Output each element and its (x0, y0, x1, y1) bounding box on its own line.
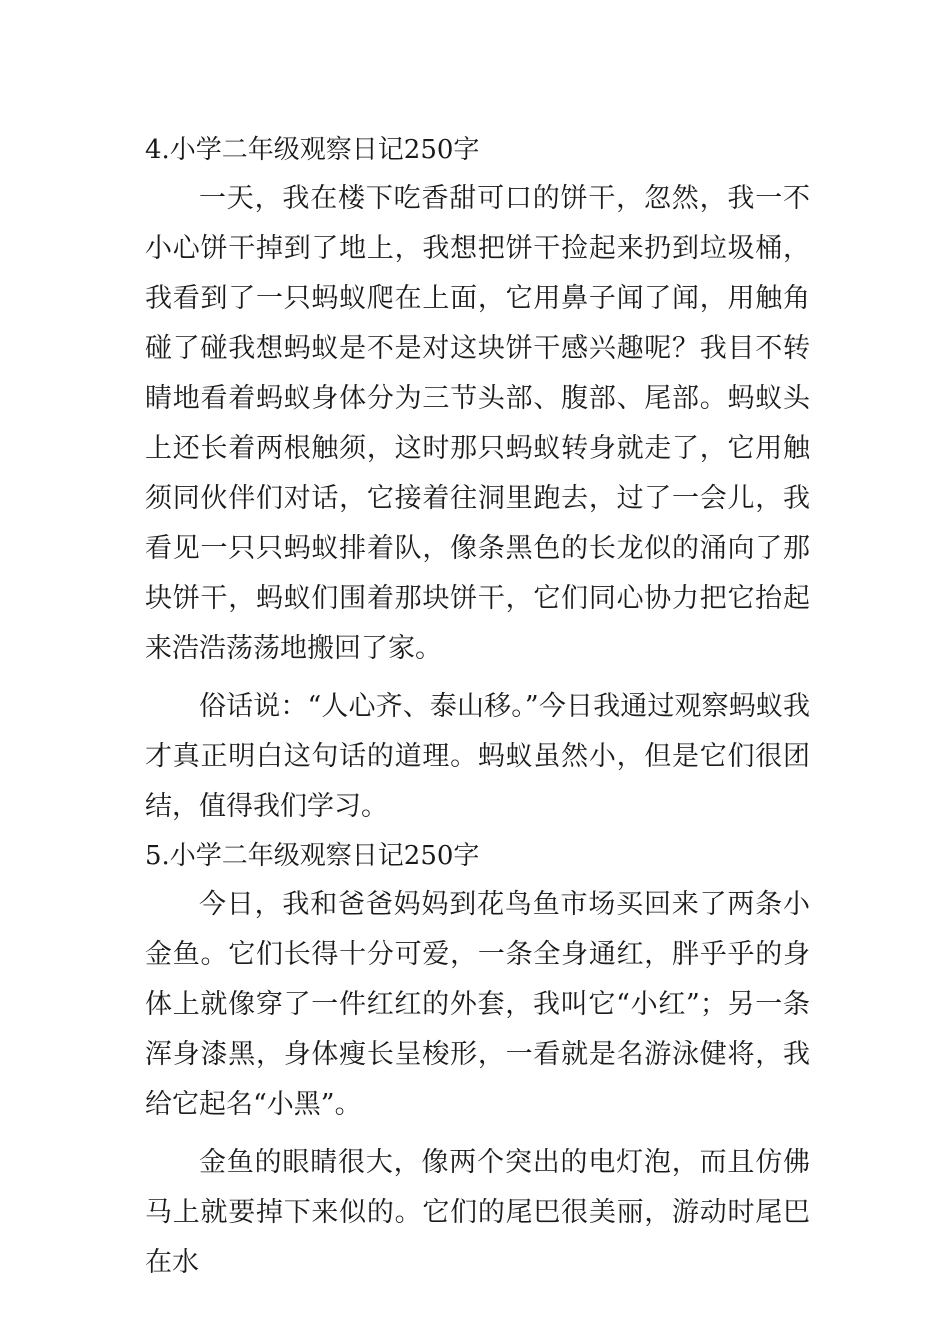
document-body (145, 128, 810, 1288)
paragraph: 一天，我在楼下吃香甜可口的饼干，忽然，我一不小心饼干掉到了地上，我想把饼干捡起来扔到垃圾桶，我看到了一只蚂蚁爬在上面，它用鼻子闻了闻，用触角碰了碰我想蚂蚁是不是对这块饼干感兴趣呢？我目不转睛地看着蚂蚁身体分为三节头部、腹部、尾部。蚂蚁头上还长着两根触须，这时那只蚂蚁转身就走了，它用触须同伙伴们对话，它接着往洞里跑去，过了一会儿，我看见一只只蚂蚁排着队，像条黑色的长龙似的涌向了那块饼干，蚂蚁们围着那块饼干，它们同心协力把它抬起来浩浩荡荡地搬回了家。 (145, 183, 810, 664)
section-heading: 4.小学二年级观察日记250字 (145, 135, 480, 165)
section-heading: 5.小学二年级观察日记250字 (145, 841, 480, 871)
paragraph: 金鱼的眼睛很大，像两个突出的电灯泡，而且仿佛马上就要掉下来似的。它们的尾巴很美丽，游动时尾巴在水 (145, 1147, 810, 1278)
paragraph: 今日，我和爸爸妈妈到花鸟鱼市场买回来了两条小金鱼。它们长得十分可爱，一条全身通红，胖乎乎的身体上就像穿了一件红红的外套，我叫它“小红”；另一条浑身漆黑，身体瘦长呈梭形，一看就是名游泳健将，我给它起名“小黑”。 (145, 889, 810, 1120)
paragraph: 俗话说：“人心齐、泰山移。”今日我通过观察蚂蚁我才真正明白这句话的道理。蚂蚁虽然小，但是它们很团结，值得我们学习。 (145, 691, 810, 822)
